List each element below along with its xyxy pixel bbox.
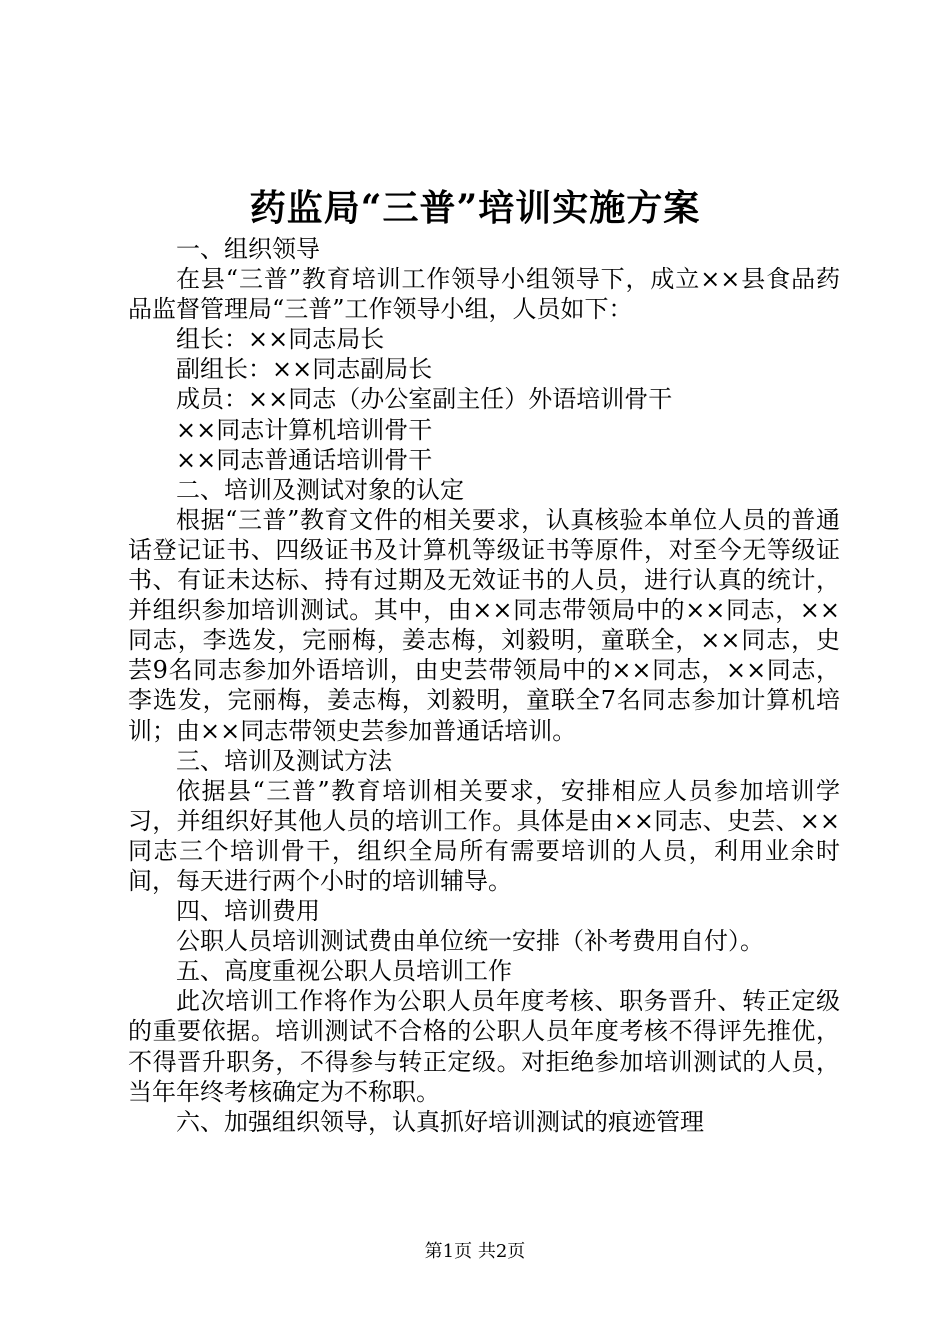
document-title: 药监局“三普”培训实施方案	[249, 187, 701, 229]
paragraph-leadership-group: 在县“三普”教育培训工作领导小组领导下，成立××县食品药品监督管理局“三普”工作领导小组，人员如下：	[128, 265, 840, 324]
section-heading-management: 六、加强组织领导，认真抓好培训测试的痕迹管理	[176, 1107, 704, 1136]
paragraph-importance: 此次培训工作将作为公职人员年度考核、职务晋升、转正定级的重要依据。培训测试不合格的公职人员年度考核不得评先推优，不得晋升职务，不得参与转正定级。对拒绝参加培训测试的人员，当年年终考核确定为不称职。	[128, 987, 840, 1106]
section-heading-fees: 四、培训费用	[176, 897, 320, 926]
section-heading-targets: 二、培训及测试对象的认定	[176, 475, 464, 504]
member-mandarin: ××同志普通话培训骨干	[176, 445, 433, 474]
paragraph-methods: 依据县“三普”教育培训相关要求，安排相应人员参加培训学习，并组织好其他人员的培训工作。具体是由××同志、史芸、××同志三个培训骨干，组织全局所有需要培训的人员，利用业余时间，每天进行两个小时的培训辅导。	[128, 776, 840, 895]
paragraph-targets: 根据“三普”教育文件的相关要求，认真核验本单位人员的普通话登记证书、四级证书及计算机等级证书等原件，对至今无等级证书、有证未达标、持有过期及无效证书的人员，进行认真的统计，并组织参加培训测试。其中，由××同志带领局中的××同志，××同志，李选发，完丽梅，姜志梅，刘毅明，童联全，××同志，史芸9名同志参加外语培训，由史芸带领局中的××同志，××同志，李选发，完丽梅，姜志梅，刘毅明，童联全7名同志参加计算机培训；由××同志带领史芸参加普通话培训。	[128, 505, 840, 745]
paragraph-fees: 公职人员培训测试费由单位统一安排（补考费用自付）。	[176, 927, 764, 956]
member-computer: ××同志计算机培训骨干	[176, 415, 433, 444]
member-foreign-language: 成员：××同志（办公室副主任）外语培训骨干	[176, 385, 673, 414]
member-leader: 组长：××同志局长	[176, 325, 385, 354]
document-body	[128, 234, 840, 1137]
page-number: 第1页 共2页	[424, 1241, 526, 1262]
section-heading-organization: 一、组织领导	[176, 235, 320, 263]
section-heading-importance: 五、高度重视公职人员培训工作	[176, 957, 512, 986]
member-deputy-leader: 副组长：××同志副局长	[176, 355, 433, 384]
section-heading-methods: 三、培训及测试方法	[176, 746, 392, 775]
